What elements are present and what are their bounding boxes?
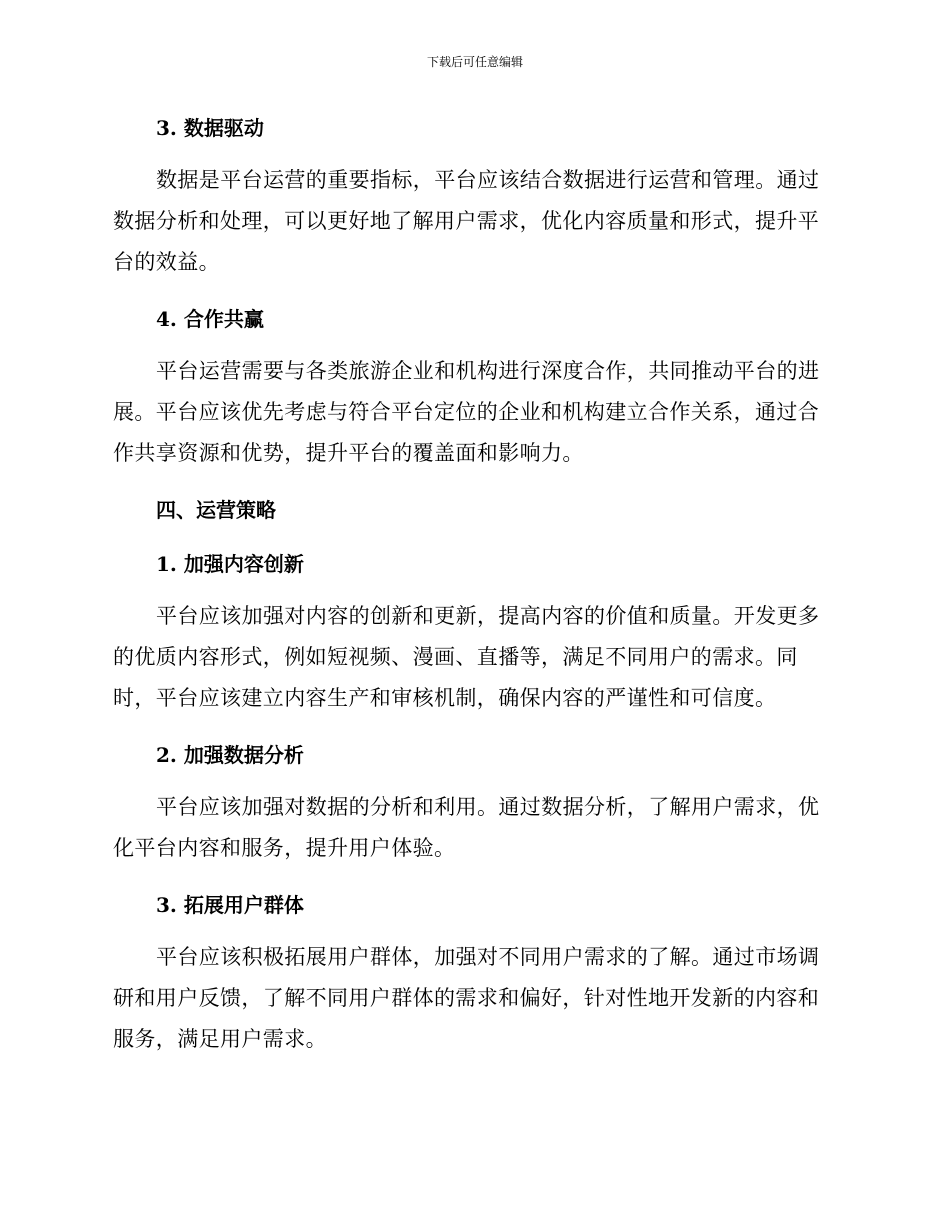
paragraph-line: 平台运营需要与各类旅游企业和机构进行深度合作，共同推动平台的进 bbox=[156, 359, 820, 383]
paragraph-data-analysis bbox=[113, 787, 837, 869]
paragraph-user-expansion bbox=[113, 937, 837, 1060]
chapter-heading-operation-strategy: 四、运营策略 bbox=[156, 498, 276, 522]
section-heading-cooperation: 4. 合作共赢 bbox=[156, 307, 264, 331]
paragraph-line: 展。平台应该优先考虑与符合平台定位的企业和机构建立合作关系，通过合 bbox=[113, 400, 820, 424]
paragraph-line: 平台应该加强对内容的创新和更新，提高内容的价值和质量。开发更多 bbox=[156, 604, 820, 628]
paragraph-line: 时，平台应该建立内容生产和审核机制，确保内容的严谨性和可信度。 bbox=[113, 686, 777, 710]
paragraph-line: 服务，满足用户需求。 bbox=[113, 1027, 327, 1051]
paragraph-line: 平台应该积极拓展用户群体，加强对不同用户需求的了解。通过市场调 bbox=[156, 945, 820, 969]
section-heading-data-analysis: 2. 加强数据分析 bbox=[156, 743, 304, 767]
paragraph-line: 数据分析和处理，可以更好地了解用户需求，优化内容质量和形式，提升平 bbox=[113, 209, 820, 233]
paragraph-line: 数据是平台运营的重要指标，平台应该结合数据进行运营和管理。通过 bbox=[156, 168, 820, 192]
paragraph-content-innovation bbox=[113, 596, 837, 719]
paragraph-line: 平台应该加强对数据的分析和利用。通过数据分析，了解用户需求，优 bbox=[156, 795, 820, 819]
paragraph-data-driven bbox=[113, 160, 837, 283]
page-header: 下载后可任意编辑 bbox=[426, 55, 523, 69]
section-heading-content-innovation: 1. 加强内容创新 bbox=[156, 552, 304, 576]
document-body bbox=[113, 106, 837, 1074]
paragraph-line: 的优质内容形式，例如短视频、漫画、直播等，满足不同用户的需求。同 bbox=[113, 645, 798, 669]
section-heading-user-expansion: 3. 拓展用户群体 bbox=[156, 893, 304, 917]
paragraph-line: 作共享资源和优势，提升平台的覆盖面和影响力。 bbox=[113, 441, 584, 465]
paragraph-line: 研和用户反馈，了解不同用户群体的需求和偏好，针对性地开发新的内容和 bbox=[113, 986, 820, 1010]
paragraph-line: 化平台内容和服务，提升用户体验。 bbox=[113, 836, 456, 860]
paragraph-cooperation bbox=[113, 351, 837, 474]
section-heading-data-driven: 3. 数据驱动 bbox=[156, 116, 264, 140]
paragraph-line: 台的效益。 bbox=[113, 250, 220, 274]
